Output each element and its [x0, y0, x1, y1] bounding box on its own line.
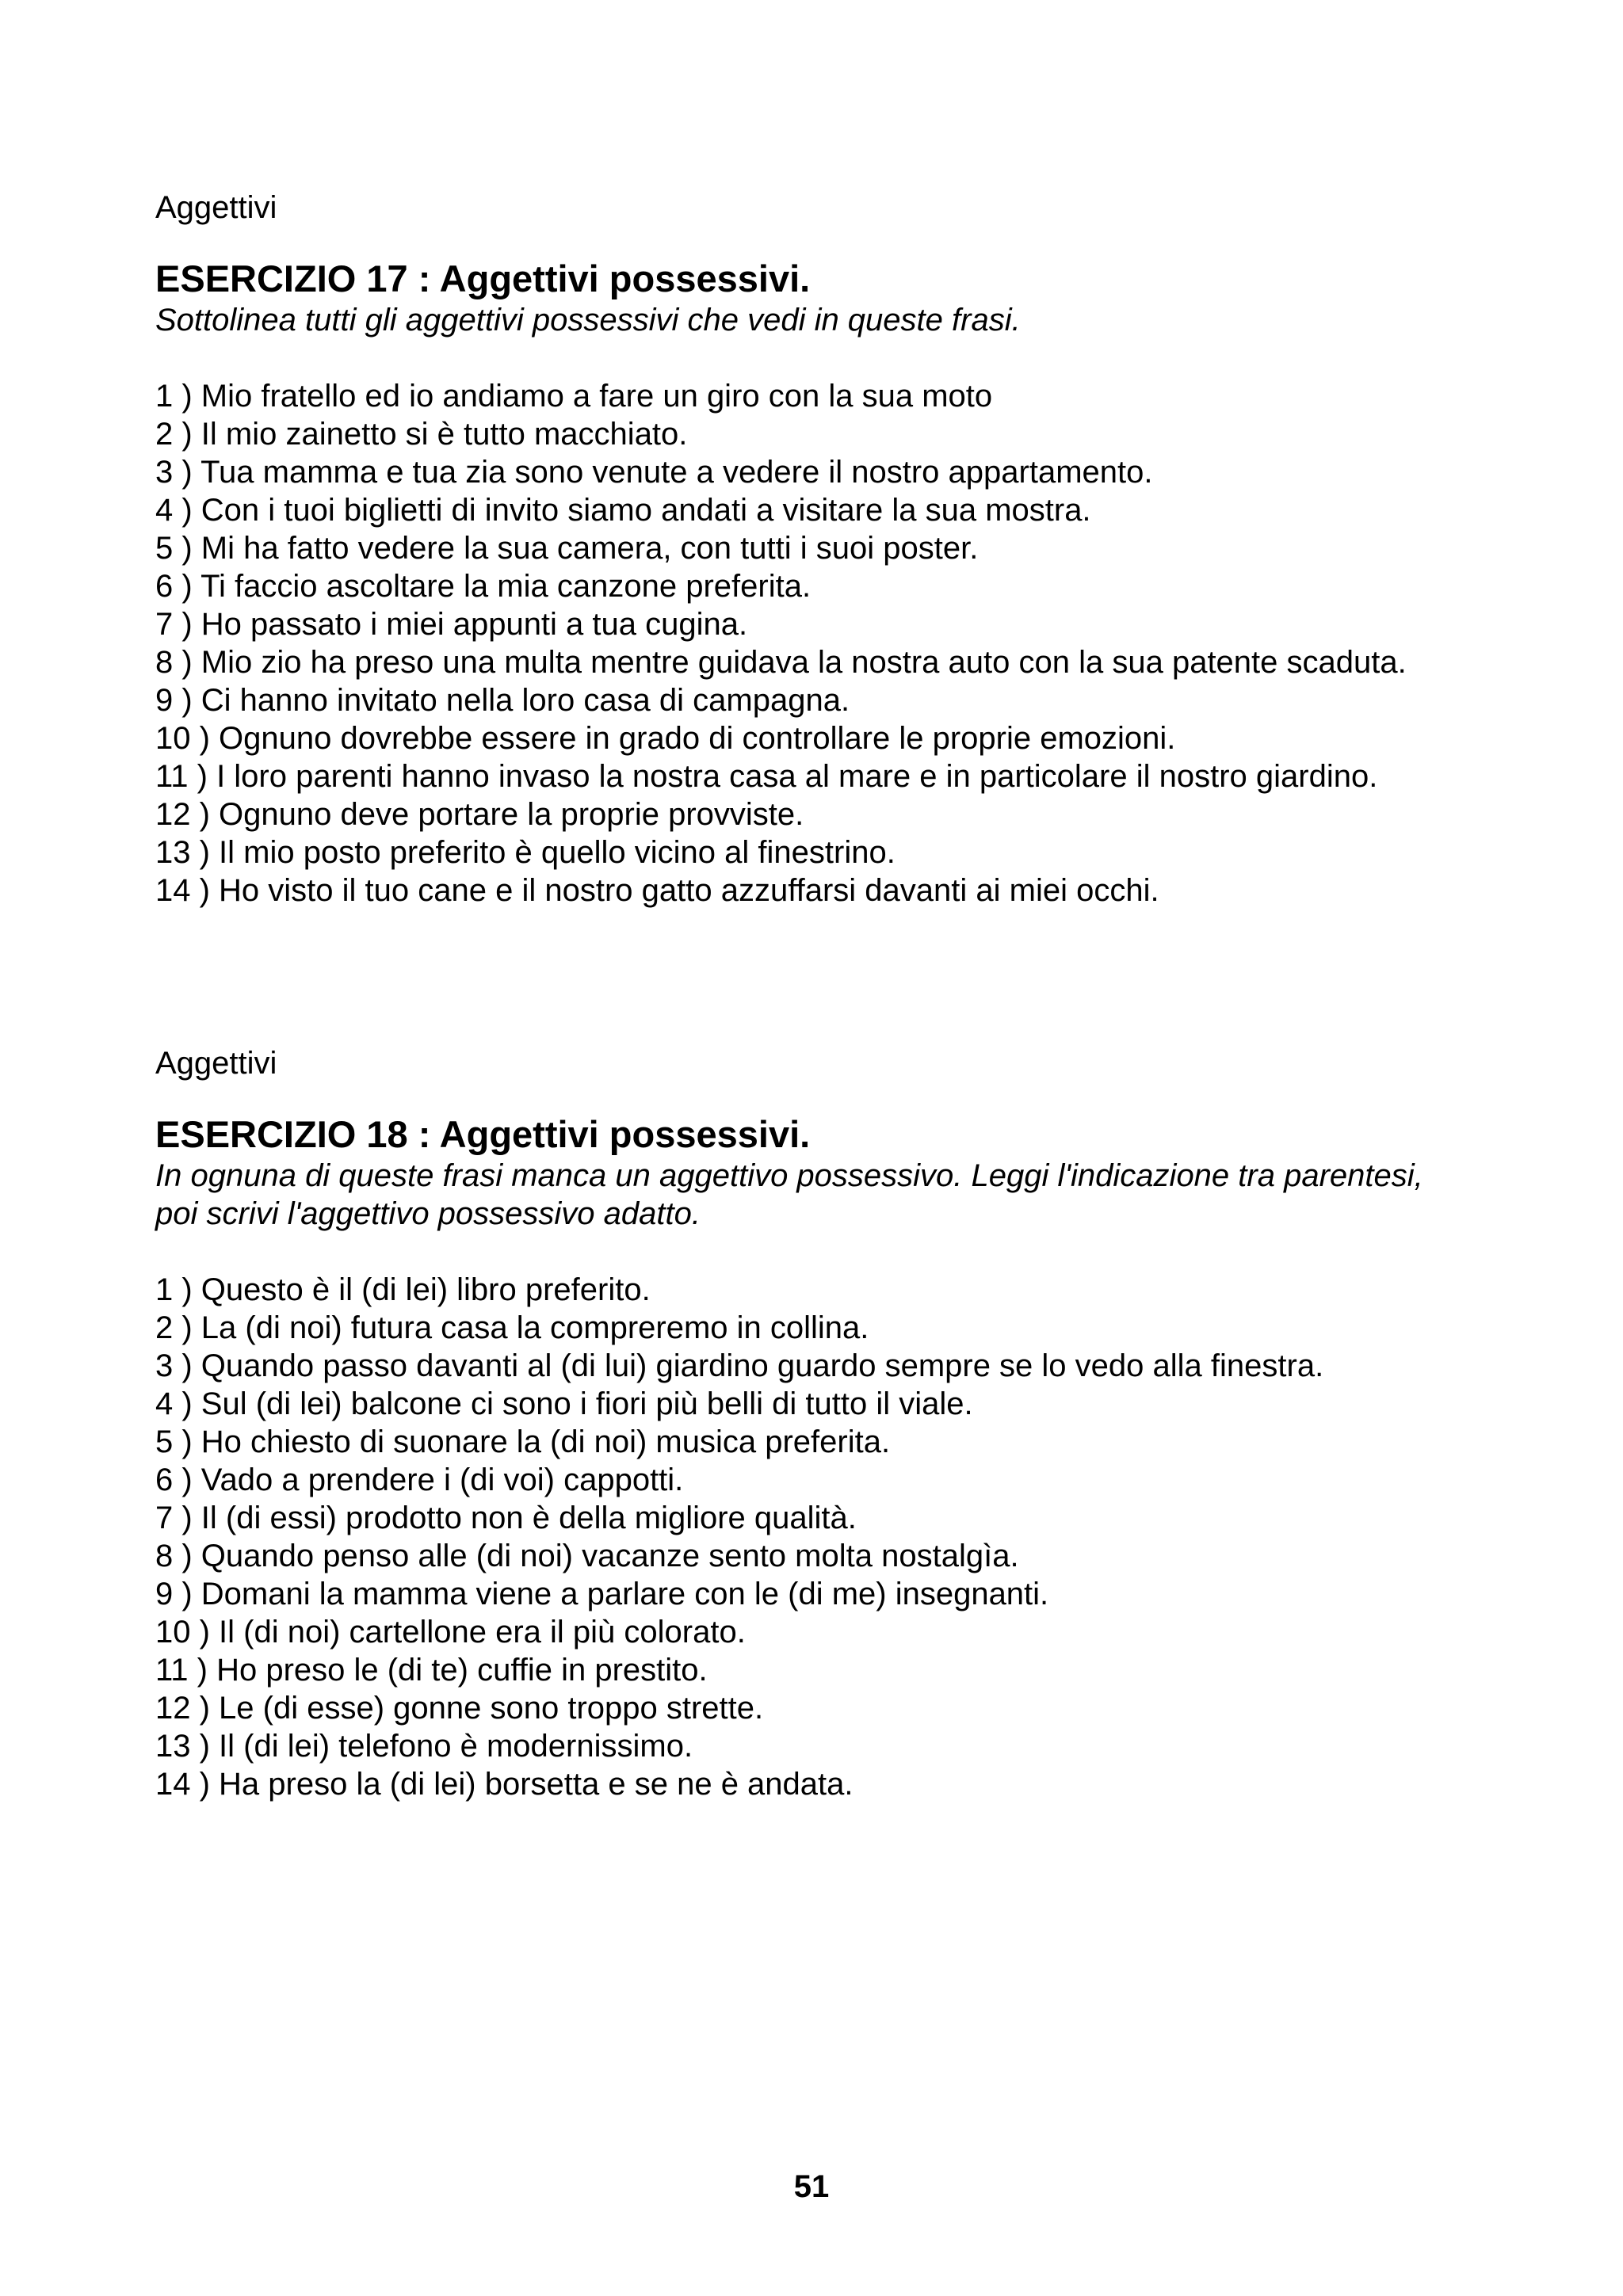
sentence-item: 5 ) Ho chiesto di suonare la (di noi) musica preferita.: [155, 1425, 891, 1459]
sentence-item: 3 ) Tua mamma e tua zia sono venute a vedere il nostro appartamento.: [155, 455, 1153, 490]
sentence-item: 11 ) I loro parenti hanno invaso la nostra casa al mare e in particolare il nostro giardino.: [155, 759, 1378, 794]
sentence-item: 6 ) Vado a prendere i (di voi) cappotti.: [155, 1463, 684, 1497]
sentence-item: 1 ) Mio fratello ed io andiamo a fare un giro con la sua moto: [155, 379, 993, 414]
sentence-item: 5 ) Mi ha fatto vedere la sua camera, con tutti i suoi poster.: [155, 531, 979, 566]
sentence-item: 6 ) Ti faccio ascoltare la mia canzone preferita.: [155, 569, 812, 604]
sentence-item: 9 ) Ci hanno invitato nella loro casa di campagna.: [155, 683, 850, 718]
sentence-item: 11 ) Ho preso le (di te) cuffie in prestito.: [155, 1653, 708, 1688]
exercise-instruction-line: poi scrivi l'aggettivo possessivo adatto.: [155, 1196, 701, 1231]
exercise-title: ESERCIZIO 17 : Aggettivi possessivi.: [155, 257, 811, 299]
sentence-item: 13 ) Il (di lei) telefono è modernissimo.: [155, 1729, 693, 1764]
exercise-18: [155, 1044, 1487, 1803]
exercise-instruction-line: In ognuna di queste frasi manca un aggettivo possessivo. Leggi l'indicazione tra parentesi,: [155, 1158, 1423, 1193]
sentence-item: 3 ) Quando passo davanti al (di lui) giardino guardo sempre se lo vedo alla finestra.: [155, 1348, 1324, 1383]
sentence-item: 12 ) Le (di esse) gonne sono troppo strette.: [155, 1691, 764, 1726]
sentence-item: 8 ) Mio zio ha preso una multa mentre guidava la nostra auto con la sua patente scaduta.: [155, 645, 1407, 680]
sentence-item: 1 ) Questo è il (di lei) libro preferito.: [155, 1272, 651, 1307]
sentence-item: 2 ) Il mio zainetto si è tutto macchiato.: [155, 417, 688, 452]
exercise-17: [155, 189, 1487, 910]
sentence-item: 2 ) La (di noi) futura casa la compreremo in collina.: [155, 1310, 869, 1345]
sentence-item: 9 ) Domani la mamma viene a parlare con le (di me) insegnanti.: [155, 1577, 1049, 1611]
section-label: Aggettivi: [155, 1046, 277, 1081]
sentence-item: 4 ) Con i tuoi biglietti di invito siamo andati a visitare la sua mostra.: [155, 493, 1091, 528]
sentence-item: 7 ) Il (di essi) prodotto non è della migliore qualità.: [155, 1501, 857, 1535]
sentence-item: 13 ) Il mio posto preferito è quello vicino al finestrino.: [155, 835, 896, 870]
exercise-instruction: Sottolinea tutti gli aggettivi possessivi che vedi in queste frasi.: [155, 303, 1021, 338]
sentence-item: 4 ) Sul (di lei) balcone ci sono i fiori più belli di tutto il viale.: [155, 1386, 973, 1421]
sentence-list: [155, 377, 1487, 910]
sentence-item: 10 ) Il (di noi) cartellone era il più colorato.: [155, 1615, 746, 1650]
sentence-item: 14 ) Ho visto il tuo cane e il nostro gatto azzuffarsi davanti ai miei occhi.: [155, 873, 1159, 908]
sentence-item: 7 ) Ho passato i miei appunti a tua cugina.: [155, 607, 748, 642]
sentence-item: 14 ) Ha preso la (di lei) borsetta e se ne è andata.: [155, 1767, 854, 1802]
section-label: Aggettivi: [155, 190, 277, 225]
sentence-item: 12 ) Ognuno deve portare la proprie provviste.: [155, 797, 804, 832]
sentence-list: [155, 1271, 1487, 1803]
sentence-item: 10 ) Ognuno dovrebbe essere in grado di controllare le proprie emozioni.: [155, 721, 1176, 756]
page-number: 51: [793, 2169, 830, 2204]
sentence-item: 8 ) Quando penso alle (di noi) vacanze sento molta nostalgìa.: [155, 1539, 1019, 1573]
exercise-title: ESERCIZIO 18 : Aggettivi possessivi.: [155, 1113, 811, 1155]
